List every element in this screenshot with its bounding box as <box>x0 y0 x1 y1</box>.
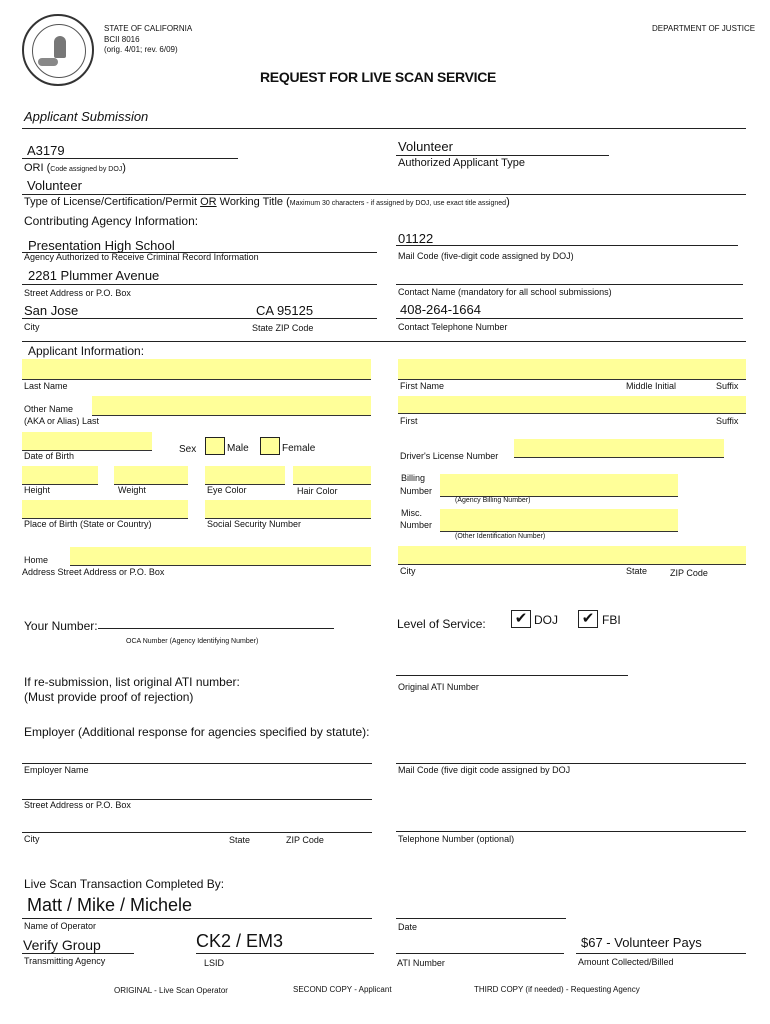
employer-zip-label: ZIP Code <box>286 835 324 845</box>
sex-label: Sex <box>179 444 197 455</box>
operator-value[interactable]: Matt / Mike / Michele <box>27 895 193 915</box>
doj-checkbox[interactable]: ✔ <box>511 610 531 628</box>
first-name-input[interactable] <box>398 359 746 380</box>
contributing-agency-heading: Contributing Agency Information: <box>24 214 199 228</box>
level-of-service-label: Level of Service: <box>397 617 486 631</box>
male-label: Male <box>227 443 249 454</box>
proof-of-rejection-label: (Must provide proof of rejection) <box>24 690 194 704</box>
street-value[interactable]: 2281 Plummer Avenue <box>28 268 160 283</box>
agency-label: Agency Authorized to Receive Criminal Record Information <box>24 252 259 262</box>
place-of-birth-input[interactable] <box>22 500 188 519</box>
ori-label: ORI (Code assigned by DOJ) <box>24 162 126 174</box>
department-name: DEPARTMENT OF JUSTICE <box>652 24 756 33</box>
applicant-submission-heading: Applicant Submission <box>24 109 149 124</box>
license-title-label: Type of License/Certification/Permit OR Working Title (Maximum 30 characters - if assigned by DOJ, use exact title assigned) <box>24 196 510 208</box>
state-name: STATE OF CALIFORNIA <box>104 24 193 33</box>
height-input[interactable] <box>22 466 98 485</box>
ssn-input[interactable] <box>205 500 371 519</box>
weight-label: Weight <box>118 485 146 495</box>
phone-value[interactable]: 408-264-1664 <box>400 302 481 317</box>
aka-suffix-label: Suffix <box>716 416 739 426</box>
original-ati-label: Original ATI Number <box>398 682 479 692</box>
aka-last-input[interactable] <box>92 396 371 416</box>
employer-heading: Employer (Additional response for agencies specified by statute): <box>24 725 370 739</box>
original-copy-label: ORIGINAL - Live Scan Operator <box>114 986 228 995</box>
resubmission-label: If re-submission, list original ATI number: <box>24 675 240 689</box>
city-label: City <box>24 322 40 332</box>
employer-city-label: City <box>24 834 40 844</box>
home-address-label: Address Street Address or P.O. Box <box>22 567 165 577</box>
first-name-label: First Name <box>400 381 445 391</box>
form-revision: (orig. 4/01; rev. 6/09) <box>104 45 178 54</box>
height-label: Height <box>24 485 51 495</box>
live-scan-heading: Live Scan Transaction Completed By: <box>24 877 225 891</box>
drivers-license-label: Driver's License Number <box>400 451 499 461</box>
misc-number-label: Number <box>400 520 433 530</box>
your-number-label: Your Number: <box>24 619 98 633</box>
drivers-license-input[interactable] <box>514 439 724 458</box>
billing-number-label: Number <box>400 486 433 496</box>
transmitting-agency-label: Transmitting Agency <box>24 956 106 966</box>
ori-value[interactable]: A3179 <box>27 143 65 158</box>
third-copy-label: THIRD COPY (if needed) - Requesting Agency <box>474 985 640 994</box>
employer-state-label: State <box>229 835 251 845</box>
aka-first-label: First <box>400 416 418 426</box>
place-of-birth-label: Place of Birth (State or Country) <box>24 519 152 529</box>
oca-number-label: OCA Number (Agency Identifying Number) <box>126 638 259 645</box>
lsid-value[interactable]: CK2 / EM3 <box>196 931 284 951</box>
misc-number-input[interactable] <box>440 509 678 532</box>
agency-value[interactable]: Presentation High School <box>28 238 175 253</box>
eye-color-input[interactable] <box>205 466 285 485</box>
misc-label: Misc. <box>401 508 422 518</box>
male-checkbox[interactable] <box>205 437 225 455</box>
hair-color-label: Hair Color <box>297 486 338 496</box>
applicant-type-value[interactable]: Volunteer <box>398 139 453 154</box>
billing-number-input[interactable] <box>440 474 678 497</box>
phone-label: Contact Telephone Number <box>398 322 508 332</box>
hair-color-input[interactable] <box>293 466 371 485</box>
home-zip-label: ZIP Code <box>670 568 708 578</box>
aka-last-label: (AKA or Alias) Last <box>24 416 100 426</box>
eye-color-label: Eye Color <box>207 485 247 495</box>
last-name-label: Last Name <box>24 381 68 391</box>
employer-street-label: Street Address or P.O. Box <box>24 800 131 810</box>
ati-number-label: ATI Number <box>397 958 445 968</box>
operator-label: Name of Operator <box>24 921 97 931</box>
lsid-label: LSID <box>204 958 225 968</box>
home-state-label: State <box>626 566 648 576</box>
california-seal-icon <box>22 14 94 86</box>
applicant-info-heading: Applicant Information: <box>28 344 145 358</box>
billing-label: Billing <box>401 473 426 483</box>
form-title: REQUEST FOR LIVE SCAN SERVICE <box>260 69 497 85</box>
weight-input[interactable] <box>114 466 188 485</box>
doj-label: DOJ <box>534 613 558 627</box>
state-zip-value[interactable]: CA 95125 <box>256 303 314 318</box>
dob-input[interactable] <box>22 432 152 451</box>
aka-first-input[interactable] <box>398 396 746 414</box>
middle-initial-label: Middle Initial <box>626 381 677 391</box>
female-checkbox[interactable] <box>260 437 280 455</box>
mail-code-value[interactable]: 01122 <box>398 231 434 246</box>
home-label: Home <box>24 555 49 565</box>
state-zip-label: State ZIP Code <box>252 323 314 333</box>
other-name-label: Other Name <box>24 404 74 414</box>
employer-mail-code-label: Mail Code (five digit code assigned by DOJ <box>398 765 571 775</box>
mail-code-label: Mail Code (five-digit code assigned by DOJ) <box>398 251 574 261</box>
last-name-input[interactable] <box>22 359 371 380</box>
city-value[interactable]: San Jose <box>24 303 79 318</box>
second-copy-label: SECOND COPY - Applicant <box>293 985 392 994</box>
form-id: BCII 8016 <box>104 35 140 44</box>
license-title-value[interactable]: Volunteer <box>27 178 82 193</box>
female-label: Female <box>282 443 316 454</box>
contact-name-label: Contact Name (mandatory for all school submissions) <box>398 287 612 297</box>
employer-phone-label: Telephone Number (optional) <box>398 834 515 844</box>
fbi-label: FBI <box>602 613 621 627</box>
home-city-state-zip-input[interactable] <box>398 546 746 565</box>
transmitting-agency-value[interactable]: Verify Group <box>23 937 101 953</box>
ssn-label: Social Security Number <box>207 519 302 529</box>
suffix-label: Suffix <box>716 381 739 391</box>
dob-label: Date of Birth <box>24 451 75 461</box>
fbi-checkbox[interactable]: ✔ <box>578 610 598 628</box>
amount-label: Amount Collected/Billed <box>578 957 674 967</box>
applicant-type-label: Authorized Applicant Type <box>398 157 525 169</box>
street-label: Street Address or P.O. Box <box>24 288 131 298</box>
date-label: Date <box>398 922 418 932</box>
employer-name-label: Employer Name <box>24 765 89 775</box>
misc-sub-label: (Other Identification Number) <box>455 533 546 540</box>
amount-value[interactable]: $67 - Volunteer Pays <box>581 935 702 950</box>
home-city-label: City <box>400 566 416 576</box>
billing-sub-label: (Agency Billing Number) <box>455 497 531 504</box>
home-address-input[interactable] <box>70 547 371 566</box>
